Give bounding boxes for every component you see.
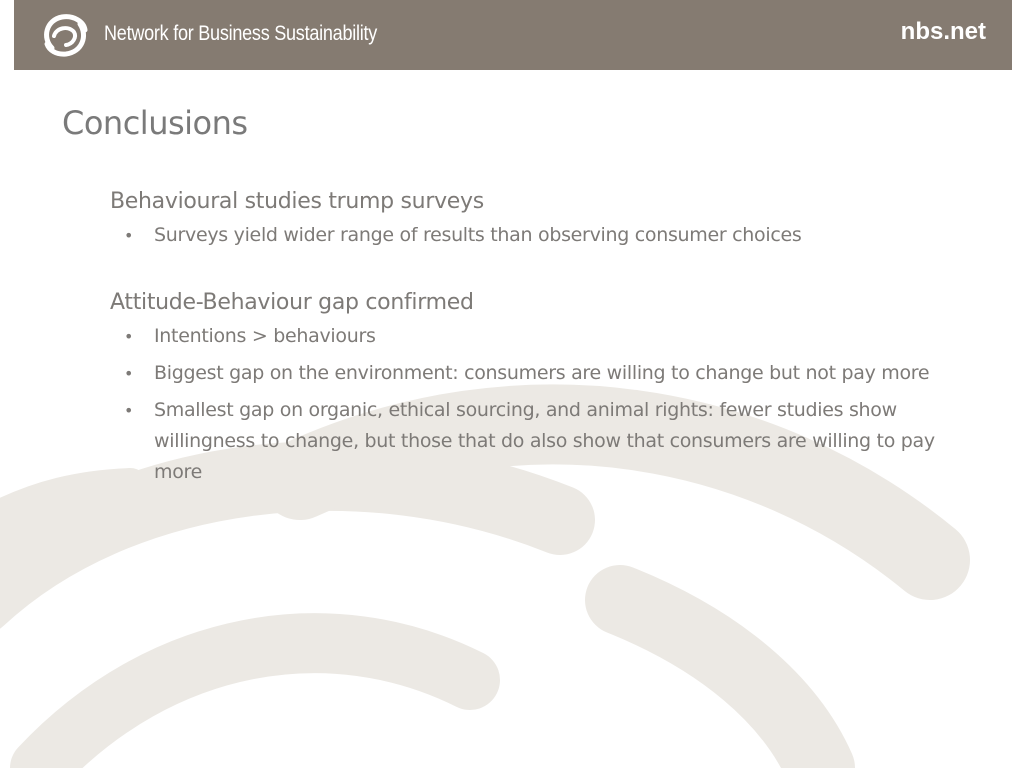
bullet-text: Biggest gap on the environment: consumers are willing to change but not pay more [154,362,930,384]
bullet-item [110,220,970,251]
slide-title: Conclusions [62,104,248,142]
site-name: nbs.net [900,18,986,45]
section-heading: Behavioural studies trump surveys [110,189,484,214]
header-bar [14,0,1012,70]
nbs-ring-logo-icon [40,10,90,60]
bullet-list [110,321,970,488]
bullet-glyph: • [124,364,134,383]
bullet-item [110,358,970,389]
section-attitude-behaviour-gap [110,287,970,488]
bullet-item [110,321,970,352]
section-behavioural-studies [110,186,970,251]
bullet-list [110,220,970,251]
bullet-text: Smallest gap on organic, ethical sourcing, and animal rights: fewer studies show willingness to change, but those that do also show that consumers are willing to pay more [154,399,935,483]
bullet-glyph: • [124,401,134,420]
slide-content [110,186,970,524]
bullet-item [110,395,970,488]
organization-name: Network for Business Sustainability [104,22,378,45]
bullet-text: Surveys yield wider range of results than observing consumer choices [154,224,802,246]
bullet-glyph: • [124,327,134,346]
bullet-glyph: • [124,226,134,245]
bullet-text: Intentions > behaviours [154,325,376,347]
section-heading: Attitude-Behaviour gap confirmed [110,290,474,315]
